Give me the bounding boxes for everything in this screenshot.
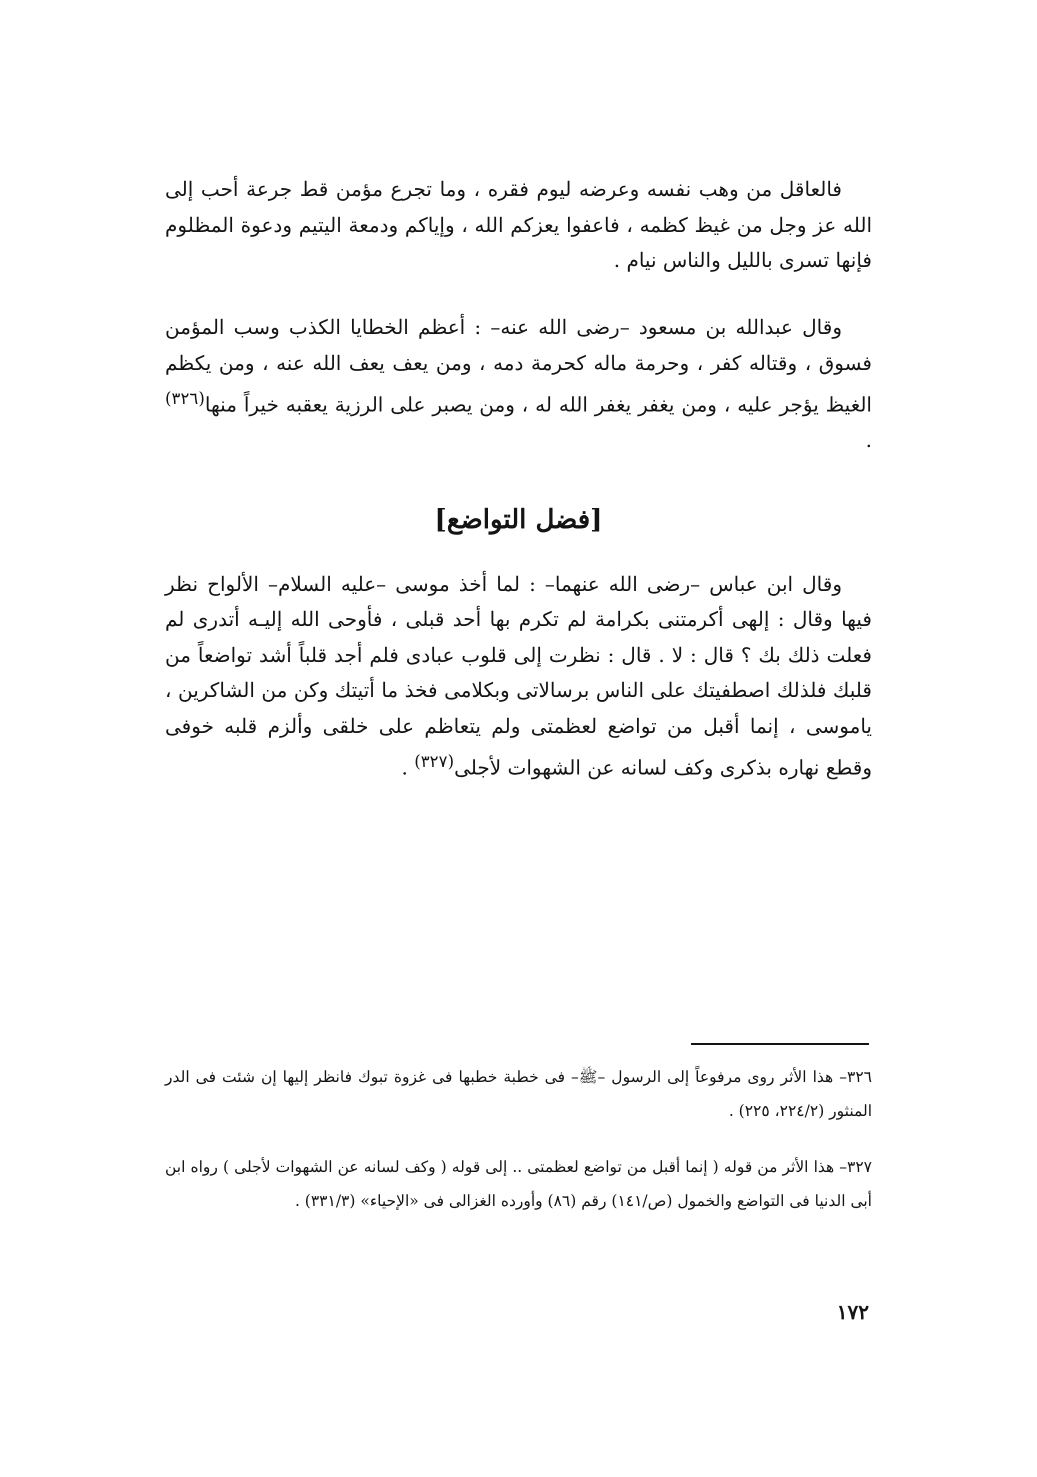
section-heading: [فضل التواضع] (434, 505, 603, 535)
footnote-327 (165, 1150, 872, 1218)
paragraph-end: . (401, 755, 415, 780)
paragraph-body: وقال عبدالله بن مسعود –رضى الله عنه– : أعظم الخطايا الكذب وسب المؤمن فسوق ، وقتاله كفر ، وحرمة ماله كحرمة دمه ، ومن يعف يعف الله عنه ، ومن يكظم الغيظ يؤجر عليه ، ومن يغفر يغفر الله له ، ومن يصبر على الرزية يعقبه خيراً منها (165, 315, 872, 417)
paragraph-body: وقال ابن عباس –رضى الله عنهما– : لما أخذ موسى –عليه السلام– الألواح نظر فيها وقال : إلهى أكرمتنى بكرامة لم تكرم بها أحد قبلى ، فأوحى الله إليـه أتدرى لم فعلت ذلك بك ؟ قال : لا . قال : نظرت إلى قلوب عبادى فلم أجد قلباً أشد تواضعاً من قلبك فلذلك اصطفيتك على الناس برسالاتى وبكلامى فخذ ما أتيتك وكن من الشاكرين ، ياموسى ، إنما أقبل من تواضع لعظمتى ولم يتعاظم على خلقى وألزم قلبه خوفى وقطع نهاره بذكرى وكف لسانه عن الشهوات لأجلى (165, 572, 872, 780)
paragraph-ibn-abbas (165, 567, 872, 786)
paragraph-text (165, 310, 872, 459)
footnote-326 (165, 1060, 872, 1128)
footnote-separator (691, 1043, 869, 1045)
paragraph-anger (165, 172, 872, 279)
paragraph-end: . (865, 428, 872, 453)
paragraph-text (165, 567, 872, 786)
paragraph-text: فالعاقل من وهب نفسه وعرضه ليوم فقره ، وما تجرع مؤمن قط جرعة أحب إلى الله عز وجل من غيظ كظمه ، فاعفوا يعزكم الله ، وإياكم ودمعة اليتيم ودعوة المظلوم فإنها تسرى بالليل والناس نيام . (165, 177, 872, 272)
paragraph-ibn-masud (165, 310, 872, 459)
footnote-text: ٣٢٧– هذا الأثر من قوله ( إنما أقبل من تواضع لعظمتى .. إلى قوله ( وكف لسانه عن الشهوات لأجلى ) رواه ابن أبى الدنيا فى التواضع والخمول (ص/١٤١) رقم (٨٦) وأورده الغزالى فى «الإحياء» (٣٣١/٣) . (165, 1158, 872, 1210)
footnote-text: ٣٢٦– هذا الأثر روى مرفوعاً إلى الرسول –ﷺ– فى خطبة خطبها فى غزوة تبوك فانظر إليها إن شئت فى الدر المنثور (٢٢٤/٢، ٢٢٥) . (165, 1068, 872, 1120)
footnote-ref-327: (٣٢٧) (414, 752, 455, 772)
footnote-ref-326: (٣٢٦) (165, 389, 205, 408)
page-number: ١٧٢ (836, 1300, 869, 1324)
